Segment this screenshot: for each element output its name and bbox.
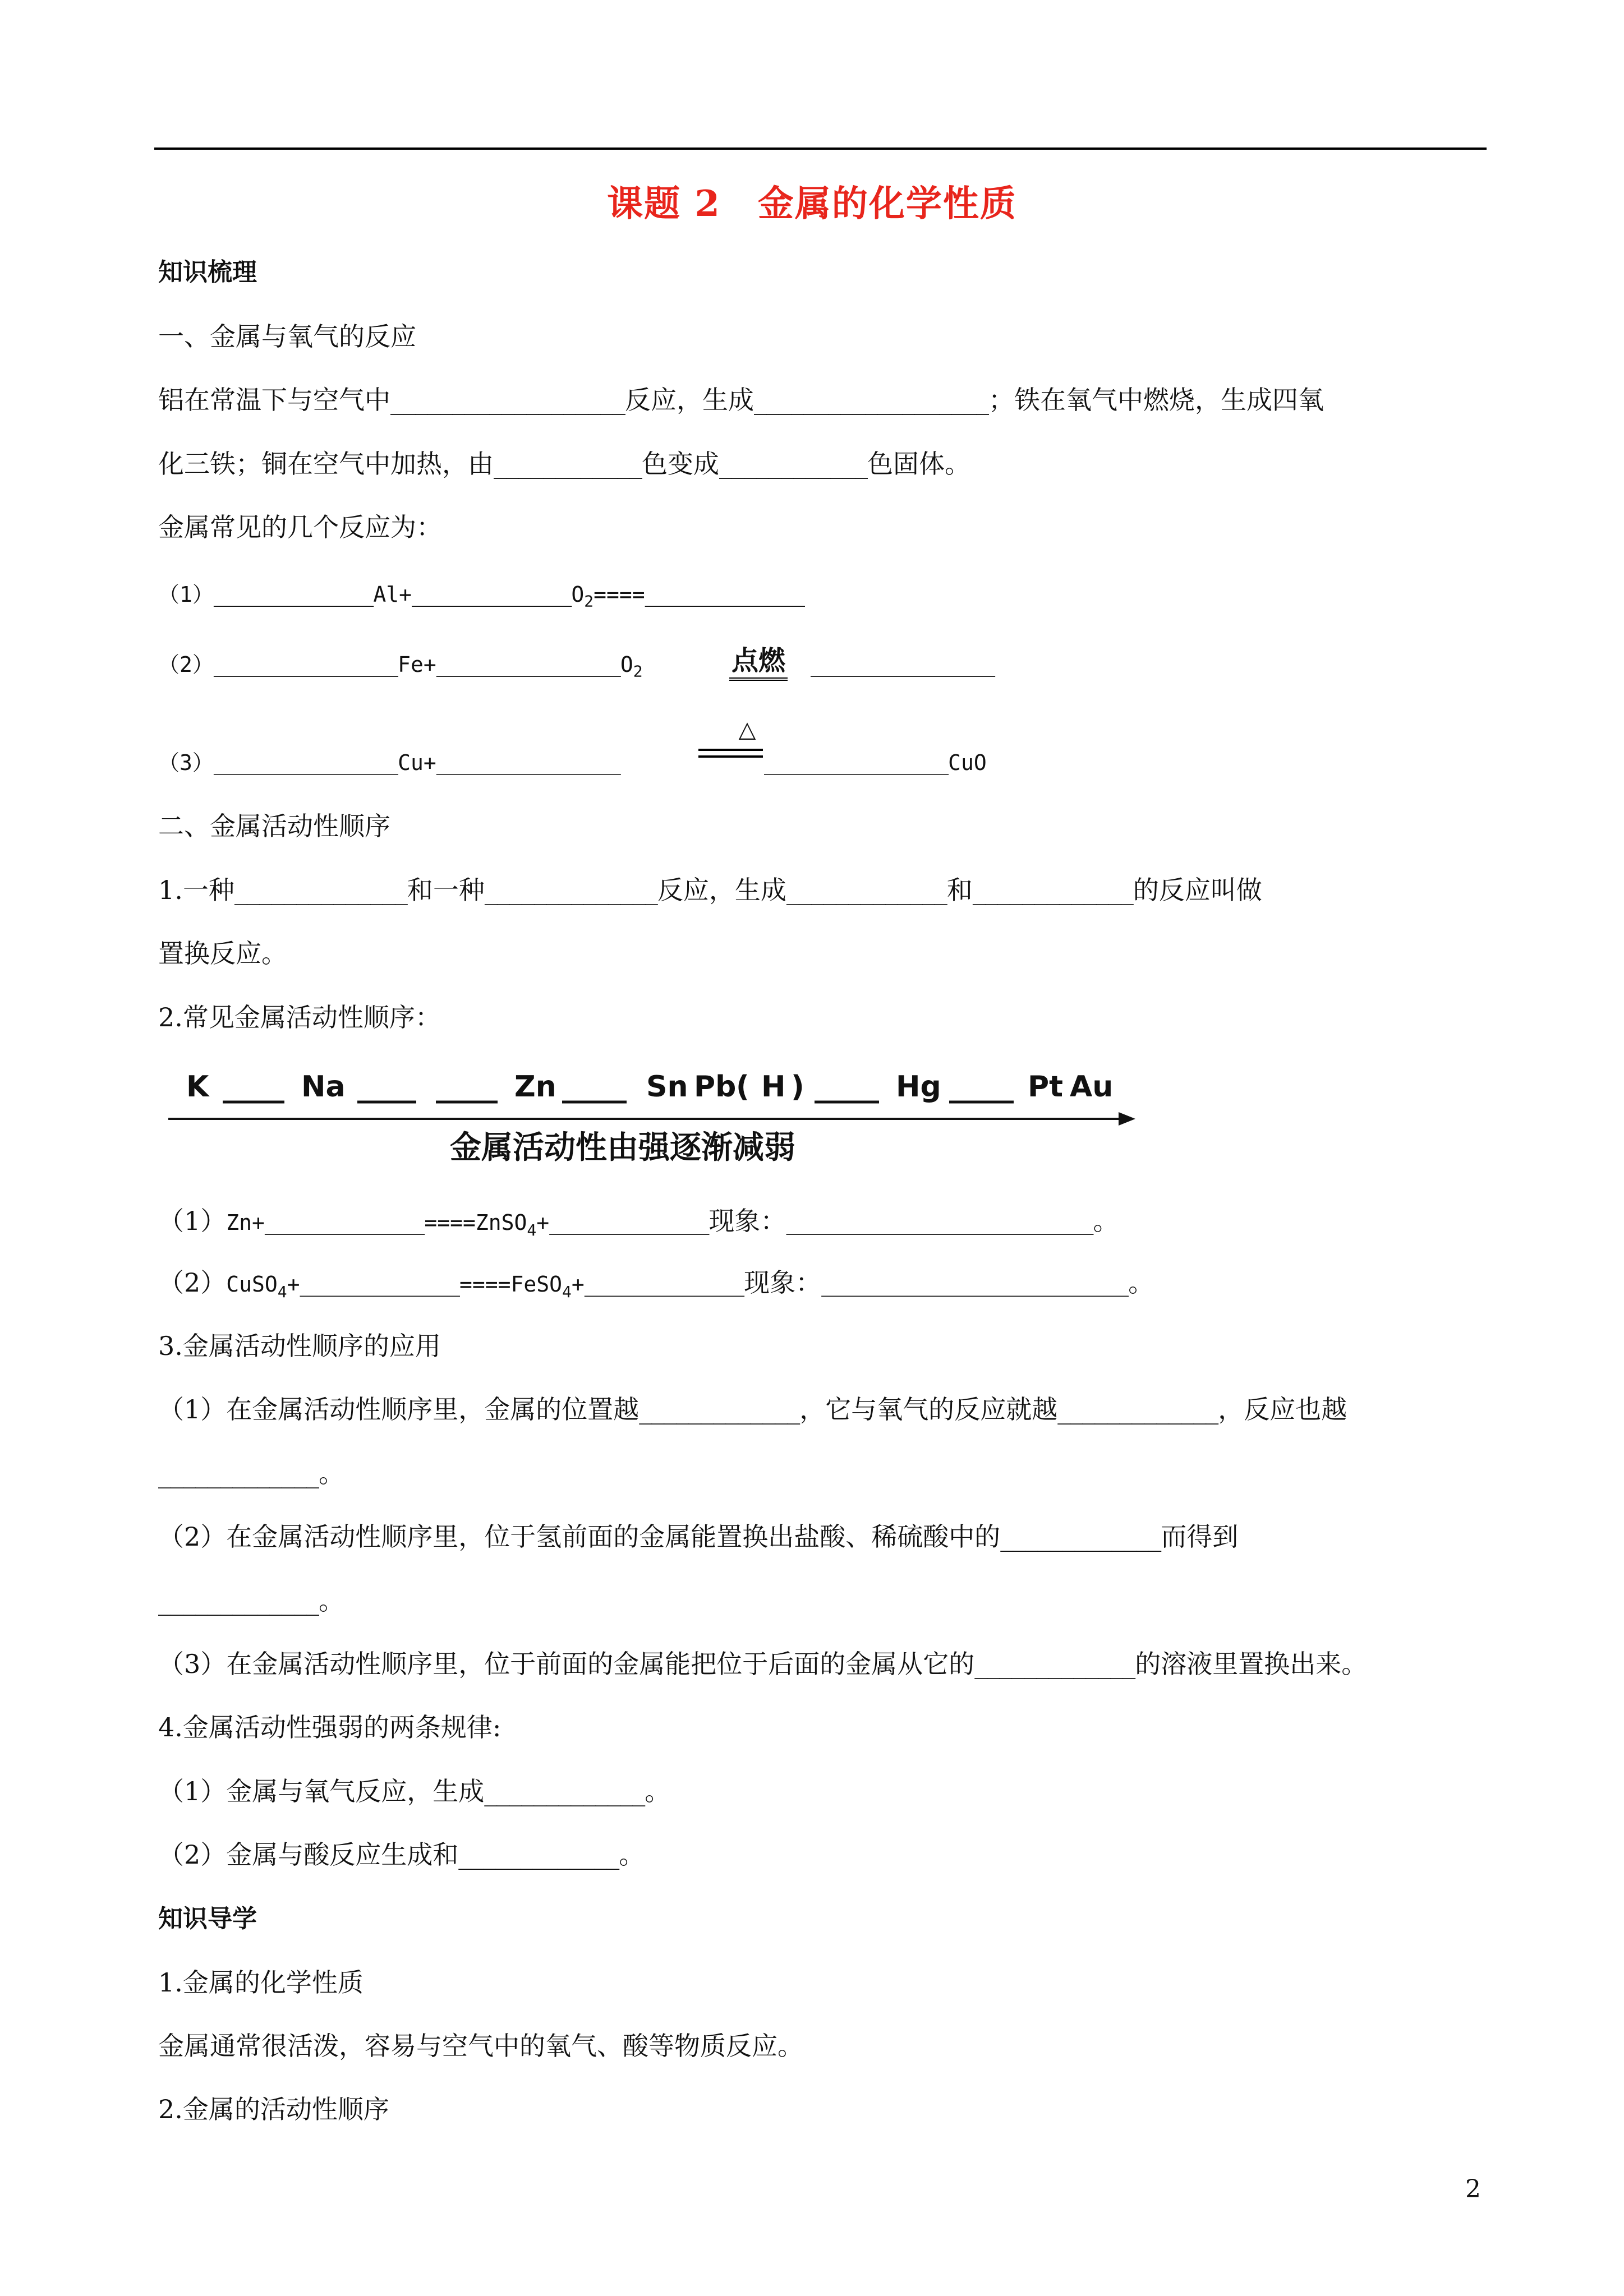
paragraph-applications: 3.金属活动性顺序的应用 bbox=[158, 1331, 441, 1361]
header-rule bbox=[154, 147, 1487, 150]
fill-blank: ___________________ bbox=[390, 385, 625, 415]
rule-1: （1）金属与氧气反应，生成_____________。 bbox=[158, 1776, 671, 1806]
application-2: （2）在金属活动性顺序里，位于氢前面的金属能置换出盐酸、稀硫酸中的_____________而得到 bbox=[158, 1522, 1239, 1552]
condition-heat: △ bbox=[738, 717, 756, 743]
arrow-head-icon bbox=[1119, 1112, 1135, 1126]
paragraph-al-fe-cu: 铝在常温下与空气中___________________反应，生成___________________；铁在氧气中燃烧，生成四氧 bbox=[158, 385, 1324, 415]
guide-item-1: 1.金属的化学性质 bbox=[158, 1967, 364, 1998]
paragraph-two-rules: 4.金属活动性强弱的两条规律: bbox=[158, 1712, 502, 1742]
subsection-activity-series: 二、金属活动性顺序 bbox=[158, 811, 390, 841]
equation-cu-oxygen: （3）_______________Cu+_______________ bbox=[158, 750, 620, 775]
metal-label: Sn bbox=[646, 1070, 688, 1104]
metal-label: Zn bbox=[514, 1070, 556, 1104]
fill-blank: ____________ bbox=[719, 449, 867, 479]
condition-ignite: 点燃 bbox=[729, 644, 788, 681]
metal-label: Na bbox=[301, 1070, 346, 1104]
equation-cu-product: _______________CuO bbox=[764, 750, 987, 775]
rule-2: （2）金属与酸反应生成和_____________。 bbox=[158, 1839, 645, 1870]
metal-label: Hg bbox=[896, 1070, 941, 1104]
metal-label: ) bbox=[791, 1070, 804, 1104]
application-2-end: _____________。 bbox=[158, 1585, 344, 1616]
section-heading-guide: 知识导学 bbox=[158, 1905, 257, 1933]
equation-al-oxygen: $(1)\_\_\_\_\_\_\_\_\_\_\_\_\_Al+\_\_\_\_\_\_\_\_\_\_\_\_\_O_2====\_\_\_\_\_\_\_\_\_\_\_\_\_$ bbox=[158, 582, 805, 611]
metal-label: K bbox=[186, 1070, 209, 1104]
paragraph-activity-order: 2.常见金属活动性顺序： bbox=[158, 1002, 441, 1032]
paragraph-cu-color: 化三铁；铜在空气中加热，由____________色变成____________色固体。 bbox=[158, 449, 970, 479]
fill-blank: ____________ bbox=[494, 449, 642, 479]
page-number: 2 bbox=[1465, 2175, 1481, 2203]
application-1-end: _____________。 bbox=[158, 1458, 344, 1488]
activity-series-diagram bbox=[158, 1063, 1145, 1175]
subsection-metal-oxygen: 一、金属与氧气的反应 bbox=[158, 321, 416, 352]
guide-paragraph: 金属通常很活泼，容易与空气中的氧气、酸等物质反应。 bbox=[158, 2031, 803, 2061]
reaction-cuso4: （2）CuSO$_4$+_____________====FeSO$_4$+_____________现象：_________________________。 bbox=[158, 1267, 1154, 1302]
guide-item-2: 2.金属的活动性顺序 bbox=[158, 2094, 389, 2124]
paragraph-reactions-intro: 金属常见的几个反应为： bbox=[158, 512, 442, 542]
paragraph-displacement-def: 1.一种______________和一种______________反应，生成_____________和_____________的反应叫做 bbox=[158, 875, 1262, 905]
metal-label: Pb bbox=[694, 1070, 737, 1104]
equation-fe-oxygen: $(2)\_\_\_\_\_\_\_\_\_\_\_\_\_\_\_Fe+\_\_\_\_\_\_\_\_\_\_\_\_\_\_\_O_2$ bbox=[158, 652, 643, 681]
section-heading-knowledge: 知识梳理 bbox=[158, 258, 257, 287]
metal-label: H bbox=[761, 1070, 786, 1104]
paragraph-displacement-def-end: 置换反应。 bbox=[158, 938, 287, 969]
fill-blank: ___________________ bbox=[754, 385, 988, 415]
reaction-zn: （1）Zn+_____________====ZnSO$_4$+_____________现象：_________________________。 bbox=[158, 1206, 1119, 1240]
equation-sign-line bbox=[698, 755, 763, 758]
metal-label: Au bbox=[1070, 1070, 1114, 1104]
activity-caption: 金属活动性由强逐渐减弱 bbox=[450, 1129, 795, 1166]
equation-sign-line bbox=[698, 749, 763, 751]
page-title: 课题 2 金属的化学性质 bbox=[607, 183, 1017, 225]
equation-fe-product-blank: _______________ bbox=[811, 652, 995, 677]
metal-label: Pt bbox=[1028, 1070, 1063, 1104]
application-1: （1）在金属活动性顺序里，金属的位置越_____________，它与氧气的反应就越_____________，反应也越 bbox=[158, 1394, 1347, 1424]
application-3: （3）在金属活动性顺序里，位于前面的金属能把位于后面的金属从它的_____________的溶液里置换出来。 bbox=[158, 1649, 1368, 1679]
metal-label: ( bbox=[736, 1070, 749, 1104]
